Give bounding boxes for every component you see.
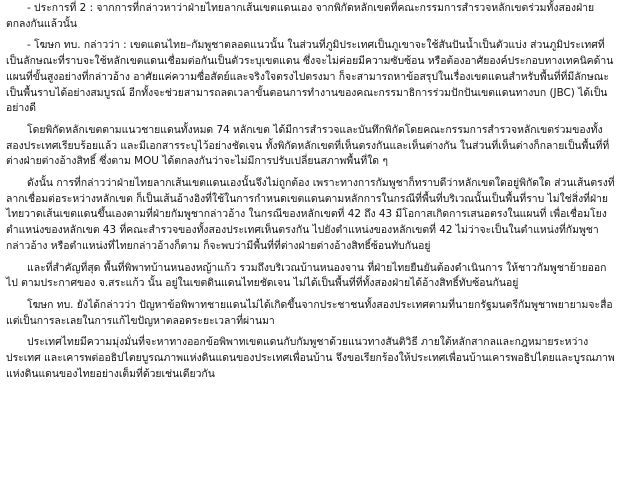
paragraph-spokesperson-statement: - โฆษก ทบ. กล่าวว่า : เขตแดนไทย–กัมพูชาตลอดแนวนั้น ในส่วนที่ภูมิประเทศเป็นภูเขาจะใช้สันปันน้ำเป็นตัวแบ่ง ส่วนภูมิประเทศที่เป็นลักษณะที่ราบจะใช้หลักเขตแดนเชื่อมต่อกันเป็นตัวระบุเขตแดน ซึ่งจะไม่ค่อยมีความซับซ้อน หรือต้องอาศัยองค์ประกอบทางเทคนิคด้านแผนที่ขั้นสูงอย่างที่กล่าวอ้าง อาศัยแค่ความซื่อสัตย์และจริงใจตรงไปตรงมา ก็จะสามารถหาข้อสรุปในเรื่องเขตแดนสำหรับพื้นที่ที่มีลักษณะเป็นพื้นราบได้อย่างสมบูรณ์ อีกทั้งจะช่วยสามารถลดเวลาขั้นตอนการทำงานของคณะกรรมาธิการร่วมปักปันเขตแดนทางบก (JBC) ได้เป็นอย่างดี <box>6 39 614 115</box>
paragraph-disputed-area: และที่สำคัญที่สุด พื้นที่พิพาทบ้านหนองหญ้าแก้ว รวมถึงบริเวณบ้านหนองจาน ที่ฝ่ายไทยยืนยันต้องดำเนินการ ให้ชาวกัมพูชาย้ายออกไป ตามประกาศของ จ.สระแก้ว นั้น อยู่ในเขตดินแดนไทยชัดเจน ไม่ได้เป็นพื้นที่ที่ทั้งสองฝ่ายได้อ้างสิทธิ์ทับซ้อนกันอยู่ <box>6 261 607 290</box>
paragraph-spokesperson-further: โฆษก ทบ. ยังได้กล่าวว่า ปัญหาข้อพิพาทชายแดนไม่ได้เกิดขึ้นจากประชาชนทั้งสองประเทศตามที่นายกรัฐมนตรีกัมพูชาพยายามจะสื่อ แต่เป็นการละเลยในการแก้ไขปัญหาตลอดระยะเวลาที่ผ่านมา <box>6 298 613 327</box>
paragraph-therefore: ดังนั้น การที่กล่าวว่าฝ่ายไทยลากเส้นเขตแดนเองนั้นจึงไม่ถูกต้อง เพราะทางการกัมพูชาก็ทราบดีว่าหลักเขตใดอยู่พิกัดใด ส่วนเส้นตรงที่ลากเชื่อมต่อระหว่างหลักเขต ก็เป็นเส้นอ้างอิงที่ใช้ในการกำหนดเขตแดนตามหลักการในกรณีที่พื้นที่บริเวณนั้นเป็นพื้นที่ราบ ไม่ใช่สิ่งที่ฝ่ายไทยวาดเส้นเขตแดนขึ้นเองตามที่ฝ่ายกัมพูชากล่าวอ้าง ในกรณีของหลักเขตที่ 42 ถึง 43 มีโอกาสเกิดการเสนอตรงในแผนที่ เพื่อเชื่อมโยงตำแหน่งของหลักเขต 43 ที่คณะสำรวจของทั้งสองประเทศเห็นตรงกัน ไปยังตำแหน่งของหลักเขตที่ 42 ไม่ว่าจะเป็นในตำแหน่งที่กัมพูชากล่าวอ้าง หรือตำแหน่งที่ไทยกล่าวอ้างก็ตาม ก็จะพบว่ามีพื้นที่ที่ต่างฝ่ายต่างอ้างสิทธิ์ซ้อนทับกันอยู่ <box>6 177 615 252</box>
paragraph-point-2: - ประการที่ 2 : จากการที่กล่าวหาว่าฝ่ายไทยลากเส้นเขตแดนเอง จากพิกัดหลักเขตที่คณะกรรมการสำรวจหลักเขตร่วมทั้งสองฝ่ายตกลงกันแล้วนั้น <box>6 2 595 30</box>
paragraph-boundary-markers: โดยพิกัดหลักเขตตามแนวชายแดนทั้งหมด 74 หลักเขต ได้มีการสำรวจและบันทึกพิกัดโดยคณะกรรมการสำรวจหลักเขตร่วมของทั้งสองประเทศเรียบร้อยแล้ว และมีเอกสารระบุไว้อย่างชัดเจน ทั้งพิกัดหลักเขตที่เห็นตรงกันและเห็นต่างกัน ในส่วนที่เห็นต่างก็กลายเป็นพื้นที่ที่ต่างฝ่ายต่างอ้างสิทธิ์ ซึ่งตาม MOU ได้ตกลงกันว่าจะไม่มีการปรับเปลี่ยนสภาพพื้นที่ใด ๆ <box>6 123 610 168</box>
paragraph-thailand-commitment: ประเทศไทยมีความมุ่งมั่นที่จะหาทางออกข้อพิพาทเขตแดนกับกัมพูชาด้วยแนวทางสันติวิธี ภายใต้หลักสากลและกฎหมายระหว่างประเทศ และเคารพต่ออธิปไตยบูรณภาพแห่งดินแดนของประเทศเพื่อนบ้าน จึงขอเรียกร้องให้ประเทศเพื่อนบ้านเคารพอธิปไตยและบูรณภาพแห่งดินแดนของไทยอย่างเต็มที่ด้วยเช่นเดียวกัน <box>6 336 615 380</box>
